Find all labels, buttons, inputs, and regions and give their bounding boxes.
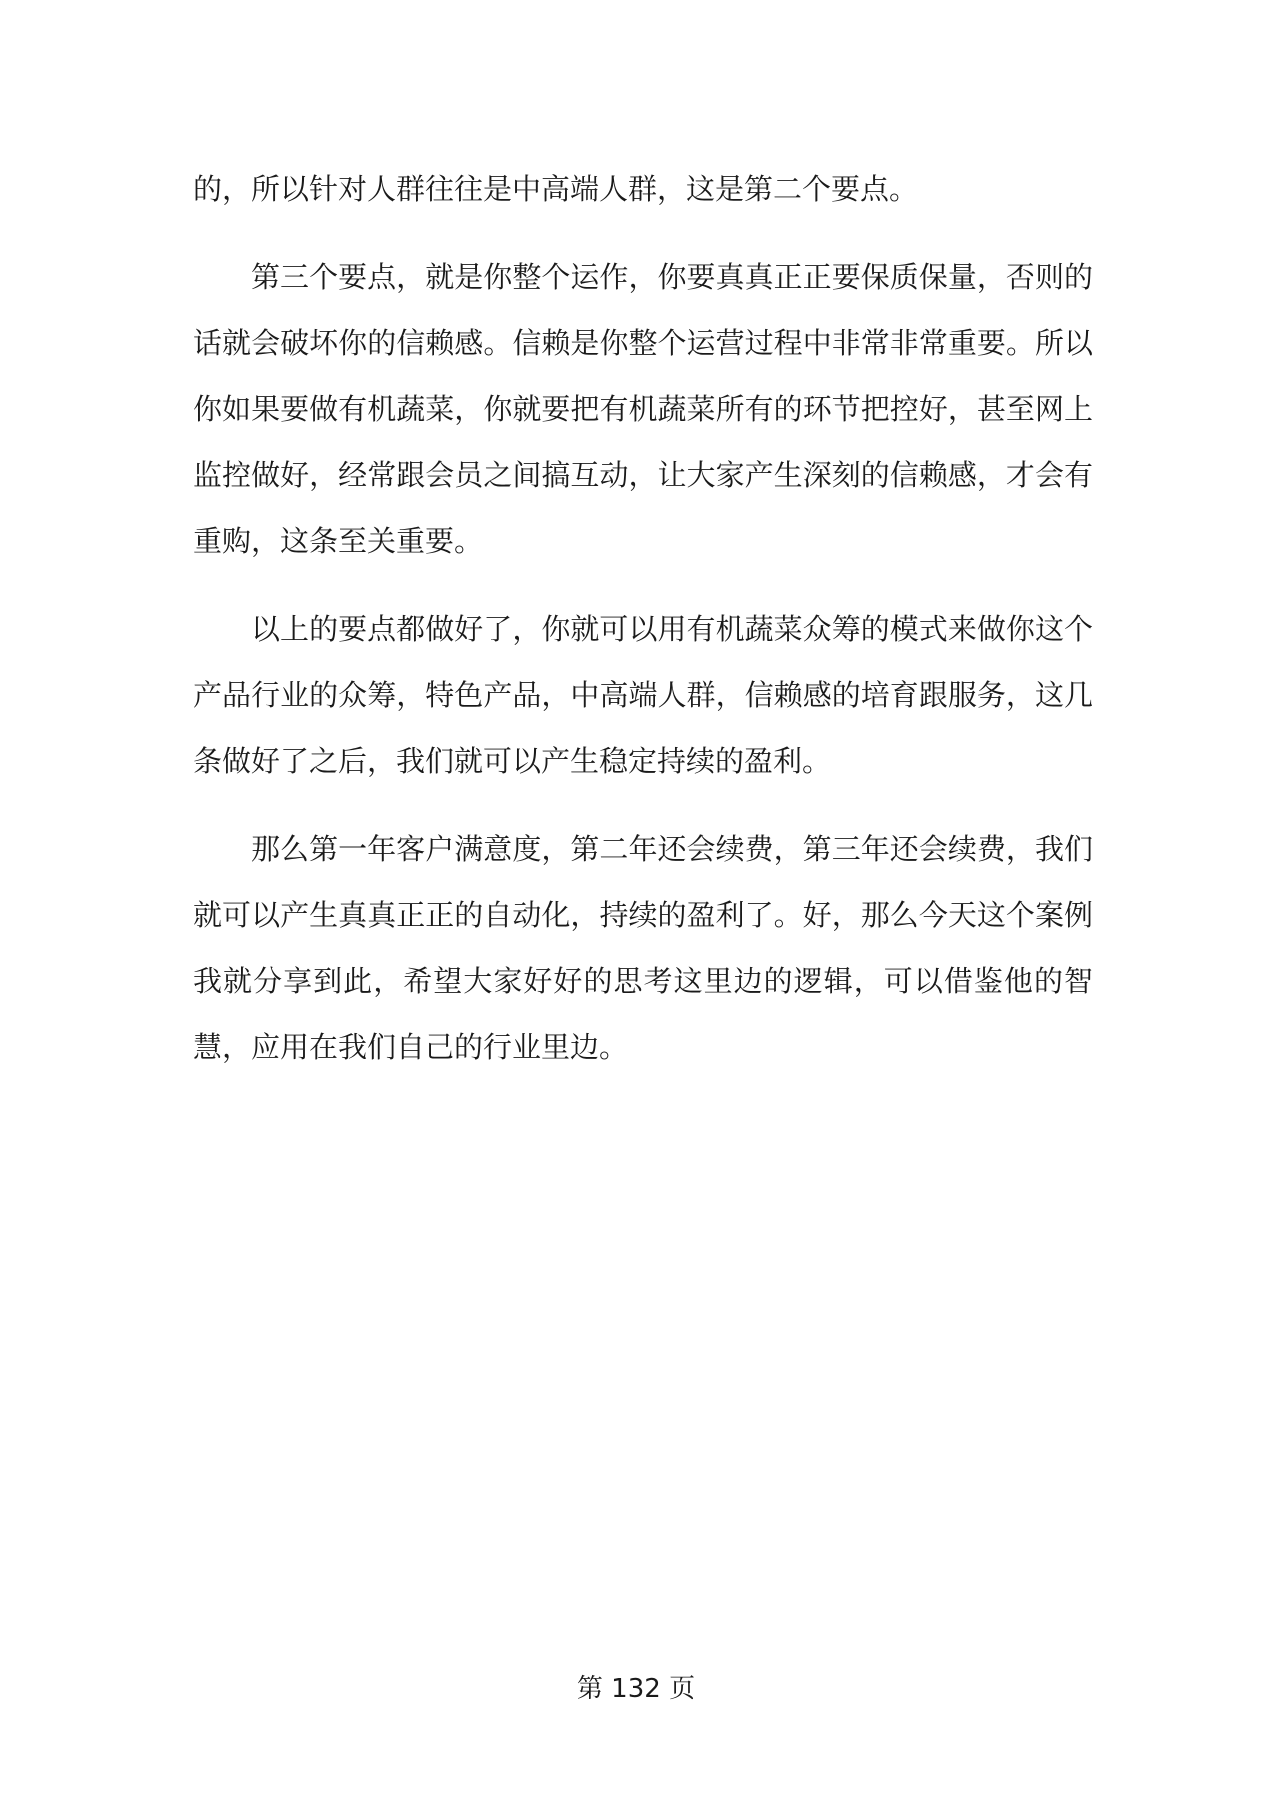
paragraph-summary: 以上的要点都做好了，你就可以用有机蔬菜众筹的模式来做你这个产品行业的众筹，特色产品，中高端人群，信赖感的培育跟服务，这几条做好了之后，我们就可以产生稳定持续的盈利。 [193, 612, 1093, 778]
paragraph-conclusion: 那么第一年客户满意度，第二年还会续费，第三年还会续费，我们就可以产生真真正正的自动化，持续的盈利了。好，那么今天这个案例我就分享到此，希望大家好好的思考这里边的逻辑，可以借鉴他的智慧，应用在我们自己的行业里边。 [193, 832, 1093, 1064]
paragraph-third-point: 第三个要点，就是你整个运作，你要真真正正要保质保量，否则的话就会破坏你的信赖感。信赖是你整个运营过程中非常非常重要。所以你如果要做有机蔬菜，你就要把有机蔬菜所有的环节把控好，甚至网上监控做好，经常跟会员之间搞互动，让大家产生深刻的信赖感，才会有重购，这条至关重要。 [193, 260, 1093, 558]
document-body [193, 156, 1093, 1102]
page-number: 第 132 页 [576, 1674, 696, 1704]
paragraph-continuation: 的，所以针对人群往往是中高端人群，这是第二个要点。 [193, 172, 919, 206]
